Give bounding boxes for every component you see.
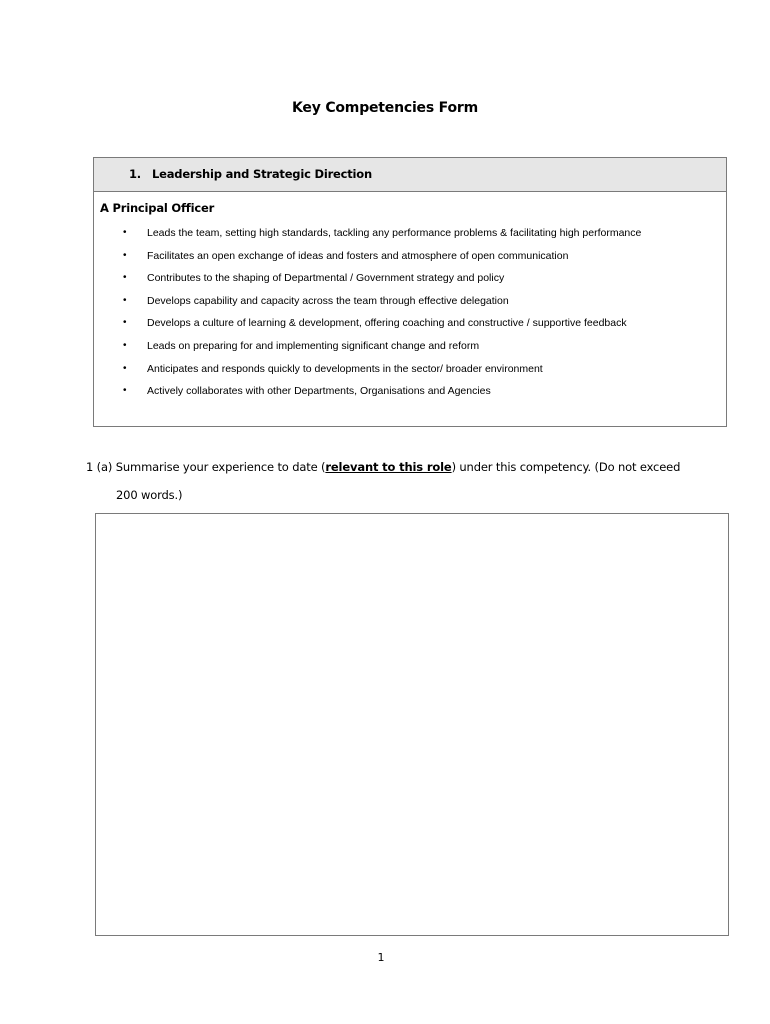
question-prefix: 1 (a) Summarise your experience to date ( [86, 460, 326, 474]
question-word-limit: 200 words.) [116, 488, 183, 502]
competency-number: 1. [129, 167, 141, 181]
competency-header [94, 158, 726, 192]
bullet-icon: • [123, 272, 127, 284]
bullet-icon: • [123, 385, 127, 397]
competency-bullet-list [94, 226, 728, 407]
list-item [94, 271, 728, 294]
list-item-text: Facilitates an open exchange of ideas and fosters and atmosphere of open communication [147, 249, 569, 262]
list-item [94, 226, 728, 249]
bullet-icon: • [123, 362, 127, 374]
list-item-text: Leads the team, setting high standards, tackling any performance problems & facilitating high performance [147, 227, 642, 239]
level-title: A Principal Officer [100, 201, 215, 215]
list-item-text: Contributes to the shaping of Departmental / Government strategy and policy [147, 272, 505, 285]
list-item [94, 339, 728, 362]
list-item-text: Develops capability and capacity across the team through effective delegation [147, 294, 509, 307]
list-item [94, 294, 728, 317]
bullet-icon: • [123, 339, 127, 351]
question-suffix: ) under this competency. (Do not exceed [451, 460, 681, 474]
bullet-icon: • [123, 294, 127, 306]
list-item-text: Leads on preparing for and implementing significant change and reform [147, 339, 480, 352]
list-item [94, 384, 728, 407]
list-item [94, 362, 728, 385]
list-item-text: Develops a culture of learning & development, offering coaching and constructive / supportive feedback [147, 317, 627, 330]
page-title: Key Competencies Form [292, 100, 478, 116]
list-item [94, 316, 728, 339]
competency-heading: Leadership and Strategic Direction [152, 167, 372, 181]
bullet-icon: • [123, 227, 127, 238]
page-number: 1 [377, 951, 385, 964]
question-emphasis: relevant to this role [325, 460, 452, 474]
list-item-text: Actively collaborates with other Departments, Organisations and Agencies [147, 385, 491, 398]
bullet-icon: • [123, 249, 127, 261]
list-item-text: Anticipates and responds quickly to developments in the sector/ broader environment [147, 362, 543, 375]
list-item [94, 249, 728, 272]
bullet-icon: • [123, 317, 127, 329]
competency-box [93, 157, 727, 427]
question-text [86, 460, 680, 474]
answer-text-box[interactable] [95, 513, 729, 936]
